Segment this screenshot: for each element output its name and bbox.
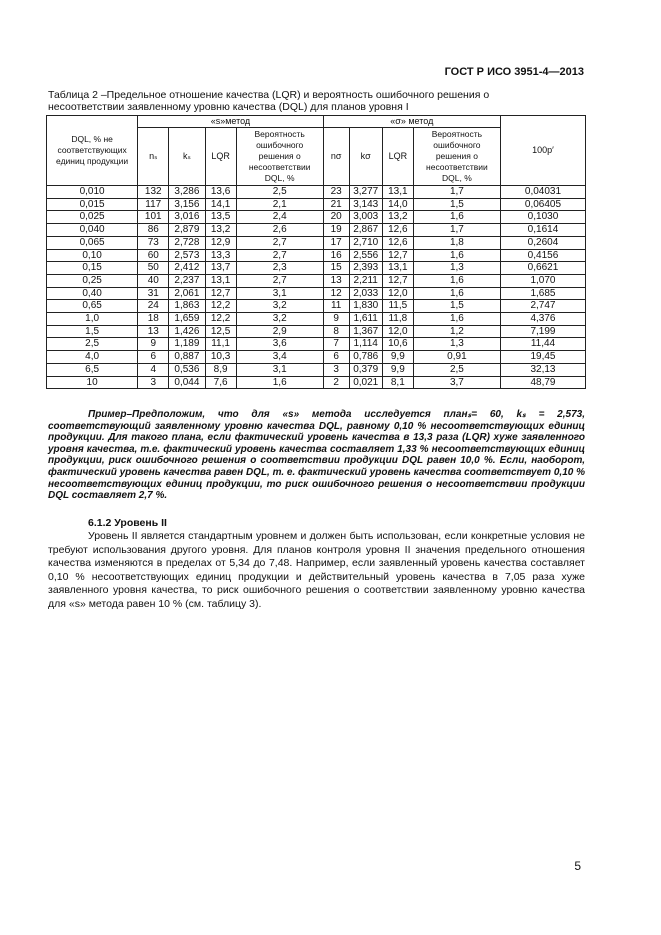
table-cell: 0,25 xyxy=(47,274,138,287)
table-cell: 13 xyxy=(323,274,349,287)
table-cell: 0,40 xyxy=(47,287,138,300)
lqr-table xyxy=(46,115,586,389)
table-cell: 3,4 xyxy=(236,351,323,364)
table-cell: 0,887 xyxy=(169,351,205,364)
table-cell: 11,1 xyxy=(205,338,236,351)
table-row xyxy=(47,236,586,249)
table-cell: 1,6 xyxy=(413,313,500,326)
table-cell: 8,9 xyxy=(205,363,236,376)
table-cell: 2,6 xyxy=(236,224,323,237)
section-paragraph: Уровень II является стандартным уровнем и должен быть использован, если конкретные условия не требуют использования другого уровня. Для планов контроля уровня II значения предельного отношения качества изменяются в пределах от 5,34 до 7,48. Например, если заявленный уровень качества составляет 0,10 % несоответствующих единиц продукции и действительный уровень качества в 7,05 раза хуже заявленного уровня качества, то риск ошибочного решения о соответствии заявленному уровню качества для «s» метода равен 10 % (см. таблицу 3). xyxy=(48,530,585,610)
table-cell: 0,015 xyxy=(47,198,138,211)
table-caption-line-1: Таблица 2 –Предельное отношение качества (LQR) и вероятность ошибочного решения о xyxy=(48,89,490,101)
table-cell: 2 xyxy=(323,376,349,389)
table-cell: 23 xyxy=(323,186,349,199)
table-cell: 12,6 xyxy=(382,236,413,249)
table-cell: 101 xyxy=(138,211,169,224)
table-cell: 4 xyxy=(138,363,169,376)
table-cell: 11,8 xyxy=(382,313,413,326)
table-cell: 11 xyxy=(323,300,349,313)
table-cell: 2,747 xyxy=(500,300,585,313)
header-lqr-sigma: LQR xyxy=(382,128,413,186)
table-cell: 2,5 xyxy=(236,186,323,199)
table-cell: 1,6 xyxy=(413,211,500,224)
table-cell: 3,016 xyxy=(169,211,205,224)
table-cell: 4,376 xyxy=(500,313,585,326)
header-lqr-s: LQR xyxy=(205,128,236,186)
table-cell: 1,8 xyxy=(413,236,500,249)
table-cell: 0,010 xyxy=(47,186,138,199)
table-row xyxy=(47,287,586,300)
table-cell: 2,1 xyxy=(236,198,323,211)
table-cell: 19,45 xyxy=(500,351,585,364)
table-cell: 1,367 xyxy=(349,325,382,338)
table-cell: 1,0 xyxy=(47,313,138,326)
page-number: 5 xyxy=(574,859,581,873)
header-100p: 100p′ xyxy=(500,116,585,186)
header-s-method: «s»метод xyxy=(138,116,324,128)
table-cell: 3,143 xyxy=(349,198,382,211)
table-cell: 2,728 xyxy=(169,236,205,249)
table-cell: 12,2 xyxy=(205,300,236,313)
table-cell: 3,277 xyxy=(349,186,382,199)
table-cell: 1,114 xyxy=(349,338,382,351)
table-cell: 2,556 xyxy=(349,249,382,262)
table-cell: 13,1 xyxy=(205,274,236,287)
table-cell: 9 xyxy=(138,338,169,351)
table-cell: 0,025 xyxy=(47,211,138,224)
table-cell: 2,3 xyxy=(236,262,323,275)
table-cell: 0,2604 xyxy=(500,236,585,249)
table-row xyxy=(47,262,586,275)
table-cell: 0,15 xyxy=(47,262,138,275)
table-cell: 9 xyxy=(323,313,349,326)
table-cell: 0,536 xyxy=(169,363,205,376)
table-cell: 13,5 xyxy=(205,211,236,224)
table-cell: 2,033 xyxy=(349,287,382,300)
header-n-sigma: nσ xyxy=(323,128,349,186)
table-cell: 3,2 xyxy=(236,313,323,326)
table-cell: 2,867 xyxy=(349,224,382,237)
table-cell: 13,7 xyxy=(205,262,236,275)
table-cell: 1,5 xyxy=(413,198,500,211)
table-cell: 40 xyxy=(138,274,169,287)
table-cell: 1,685 xyxy=(500,287,585,300)
table-row xyxy=(47,351,586,364)
table-cell: 0,040 xyxy=(47,224,138,237)
table-cell: 1,6 xyxy=(236,376,323,389)
table-cell: 3,7 xyxy=(413,376,500,389)
table-cell: 1,070 xyxy=(500,274,585,287)
table-cell: 13,2 xyxy=(205,224,236,237)
table-cell: 1,611 xyxy=(349,313,382,326)
table-cell: 3 xyxy=(138,376,169,389)
table-cell: 20 xyxy=(323,211,349,224)
table-cell: 1,3 xyxy=(413,338,500,351)
header-k-s: kₛ xyxy=(169,128,205,186)
table-cell: 1,3 xyxy=(413,262,500,275)
table-row xyxy=(47,338,586,351)
table-cell: 1,426 xyxy=(169,325,205,338)
table-row xyxy=(47,186,586,199)
table-cell: 0,04031 xyxy=(500,186,585,199)
table-cell: 8 xyxy=(323,325,349,338)
table-cell: 3,1 xyxy=(236,363,323,376)
table-cell: 2,061 xyxy=(169,287,205,300)
table-row xyxy=(47,211,586,224)
table-cell: 18 xyxy=(138,313,169,326)
table-row xyxy=(47,363,586,376)
table-cell: 0,021 xyxy=(349,376,382,389)
header-k-sigma: kσ xyxy=(349,128,382,186)
table-cell: 12,7 xyxy=(382,274,413,287)
table-cell: 2,7 xyxy=(236,274,323,287)
table-cell: 1,6 xyxy=(413,287,500,300)
table-cell: 1,6 xyxy=(413,274,500,287)
table-row xyxy=(47,300,586,313)
table-cell: 0,6621 xyxy=(500,262,585,275)
table-cell: 0,1030 xyxy=(500,211,585,224)
table-cell: 14,0 xyxy=(382,198,413,211)
table-cell: 86 xyxy=(138,224,169,237)
table-cell: 13,1 xyxy=(382,262,413,275)
table-cell: 2,412 xyxy=(169,262,205,275)
table-cell: 2,393 xyxy=(349,262,382,275)
table-cell: 0,044 xyxy=(169,376,205,389)
table-cell: 1,2 xyxy=(413,325,500,338)
table-cell: 8,1 xyxy=(382,376,413,389)
table-row xyxy=(47,313,586,326)
table-cell: 0,10 xyxy=(47,249,138,262)
table-cell: 7 xyxy=(323,338,349,351)
table-cell: 12,0 xyxy=(382,325,413,338)
table-cell: 2,7 xyxy=(236,249,323,262)
table-cell: 13,2 xyxy=(382,211,413,224)
table-caption-line-2: несоответствии заявленному уровню качества (DQL) для планов уровня I xyxy=(48,101,409,113)
table-cell: 12,2 xyxy=(205,313,236,326)
table-cell: 12,7 xyxy=(205,287,236,300)
table-row xyxy=(47,198,586,211)
table-cell: 32,13 xyxy=(500,363,585,376)
table-row xyxy=(47,274,586,287)
table-row xyxy=(47,376,586,389)
table-cell: 1,659 xyxy=(169,313,205,326)
table-row xyxy=(47,224,586,237)
table-cell: 31 xyxy=(138,287,169,300)
table-cell: 132 xyxy=(138,186,169,199)
table-cell: 13,6 xyxy=(205,186,236,199)
example-note: Пример–Предположим, что для «s» метода исследуется планₛ= 60, kₛ = 2,573, соответствующий заявленному уровню качества DQL, равному 0,10 % несоответствующих единиц продукции. Для такого плана, если фактический уровень качества в 13,3 раза (LQR) хуже заявленного уровня качества, т.е. фактический уровень качества составляет 1,33 % несоответствующих единиц продукции, риск ошибочного решения о соответствии продукции DQL равен 10,0 %. Если, наоборот, фактический уровень качества равен DQL, т. е. фактический уровень качества соответствует 0,10 % несоответствующих единиц продукции, то риск ошибочного решения о несоответствии продукции DQL составляет 2,7 %. xyxy=(48,409,585,502)
header-prob-s: Вероятность ошибочного решения о несоответствии DQL, % xyxy=(236,128,323,186)
table-cell: 10,6 xyxy=(382,338,413,351)
table-cell: 1,7 xyxy=(413,186,500,199)
table-cell: 17 xyxy=(323,236,349,249)
section-heading: 6.1.2 Уровень II xyxy=(88,517,167,529)
table-cell: 3 xyxy=(323,363,349,376)
table-cell: 2,4 xyxy=(236,211,323,224)
table-cell: 2,5 xyxy=(413,363,500,376)
table-cell: 9,9 xyxy=(382,363,413,376)
header-dql: DQL, % не соответствующих единиц продукции xyxy=(47,116,138,186)
table-cell: 2,5 xyxy=(47,338,138,351)
table-row xyxy=(47,325,586,338)
table-cell: 3,2 xyxy=(236,300,323,313)
table-cell: 6 xyxy=(138,351,169,364)
table-cell: 12 xyxy=(323,287,349,300)
table-cell: 13 xyxy=(138,325,169,338)
table-cell: 3,156 xyxy=(169,198,205,211)
table-cell: 48,79 xyxy=(500,376,585,389)
table-cell: 16 xyxy=(323,249,349,262)
table-cell: 1,5 xyxy=(413,300,500,313)
table-cell: 12,0 xyxy=(382,287,413,300)
table-cell: 12,5 xyxy=(205,325,236,338)
table-cell: 50 xyxy=(138,262,169,275)
table-cell: 1,7 xyxy=(413,224,500,237)
table-cell: 7,199 xyxy=(500,325,585,338)
table-cell: 1,5 xyxy=(47,325,138,338)
table-cell: 2,237 xyxy=(169,274,205,287)
table-cell: 1,189 xyxy=(169,338,205,351)
table-cell: 2,573 xyxy=(169,249,205,262)
table-cell: 11,5 xyxy=(382,300,413,313)
table-cell: 12,7 xyxy=(382,249,413,262)
table-caption xyxy=(48,89,585,113)
table-row xyxy=(47,249,586,262)
table-cell: 4,0 xyxy=(47,351,138,364)
table-cell: 0,1614 xyxy=(500,224,585,237)
table-cell: 2,9 xyxy=(236,325,323,338)
table-cell: 1,6 xyxy=(413,249,500,262)
table-cell: 9,9 xyxy=(382,351,413,364)
table-cell: 2,710 xyxy=(349,236,382,249)
table-cell: 73 xyxy=(138,236,169,249)
table-cell: 60 xyxy=(138,249,169,262)
table-cell: 12,6 xyxy=(382,224,413,237)
table-cell: 0,786 xyxy=(349,351,382,364)
table-cell: 21 xyxy=(323,198,349,211)
document-standard-header: ГОСТ Р ИСО 3951-4—2013 xyxy=(444,66,584,78)
table-cell: 6 xyxy=(323,351,349,364)
table-cell: 0,91 xyxy=(413,351,500,364)
table-cell: 117 xyxy=(138,198,169,211)
table-cell: 14,1 xyxy=(205,198,236,211)
table-cell: 1,830 xyxy=(349,300,382,313)
table-cell: 15 xyxy=(323,262,349,275)
table-cell: 3,1 xyxy=(236,287,323,300)
table-cell: 0,65 xyxy=(47,300,138,313)
table-cell: 3,6 xyxy=(236,338,323,351)
table-cell: 6,5 xyxy=(47,363,138,376)
table-body xyxy=(47,186,586,389)
header-prob-sigma: Вероятность ошибочного решения о несоответствии DQL, % xyxy=(413,128,500,186)
table-cell: 0,065 xyxy=(47,236,138,249)
table-cell: 10 xyxy=(47,376,138,389)
table-cell: 11,44 xyxy=(500,338,585,351)
table-cell: 3,286 xyxy=(169,186,205,199)
table-cell: 0,379 xyxy=(349,363,382,376)
header-sigma-method: «σ» метод xyxy=(323,116,500,128)
table-cell: 0,06405 xyxy=(500,198,585,211)
table-cell: 0,4156 xyxy=(500,249,585,262)
table-cell: 2,879 xyxy=(169,224,205,237)
table-cell: 2,7 xyxy=(236,236,323,249)
table-cell: 13,1 xyxy=(382,186,413,199)
table-cell: 19 xyxy=(323,224,349,237)
table-cell: 3,003 xyxy=(349,211,382,224)
table-cell: 2,211 xyxy=(349,274,382,287)
table-cell: 24 xyxy=(138,300,169,313)
table-cell: 12,9 xyxy=(205,236,236,249)
table-cell: 10,3 xyxy=(205,351,236,364)
header-n-s: nₛ xyxy=(138,128,169,186)
table-cell: 1,863 xyxy=(169,300,205,313)
table-cell: 7,6 xyxy=(205,376,236,389)
table-cell: 13,3 xyxy=(205,249,236,262)
